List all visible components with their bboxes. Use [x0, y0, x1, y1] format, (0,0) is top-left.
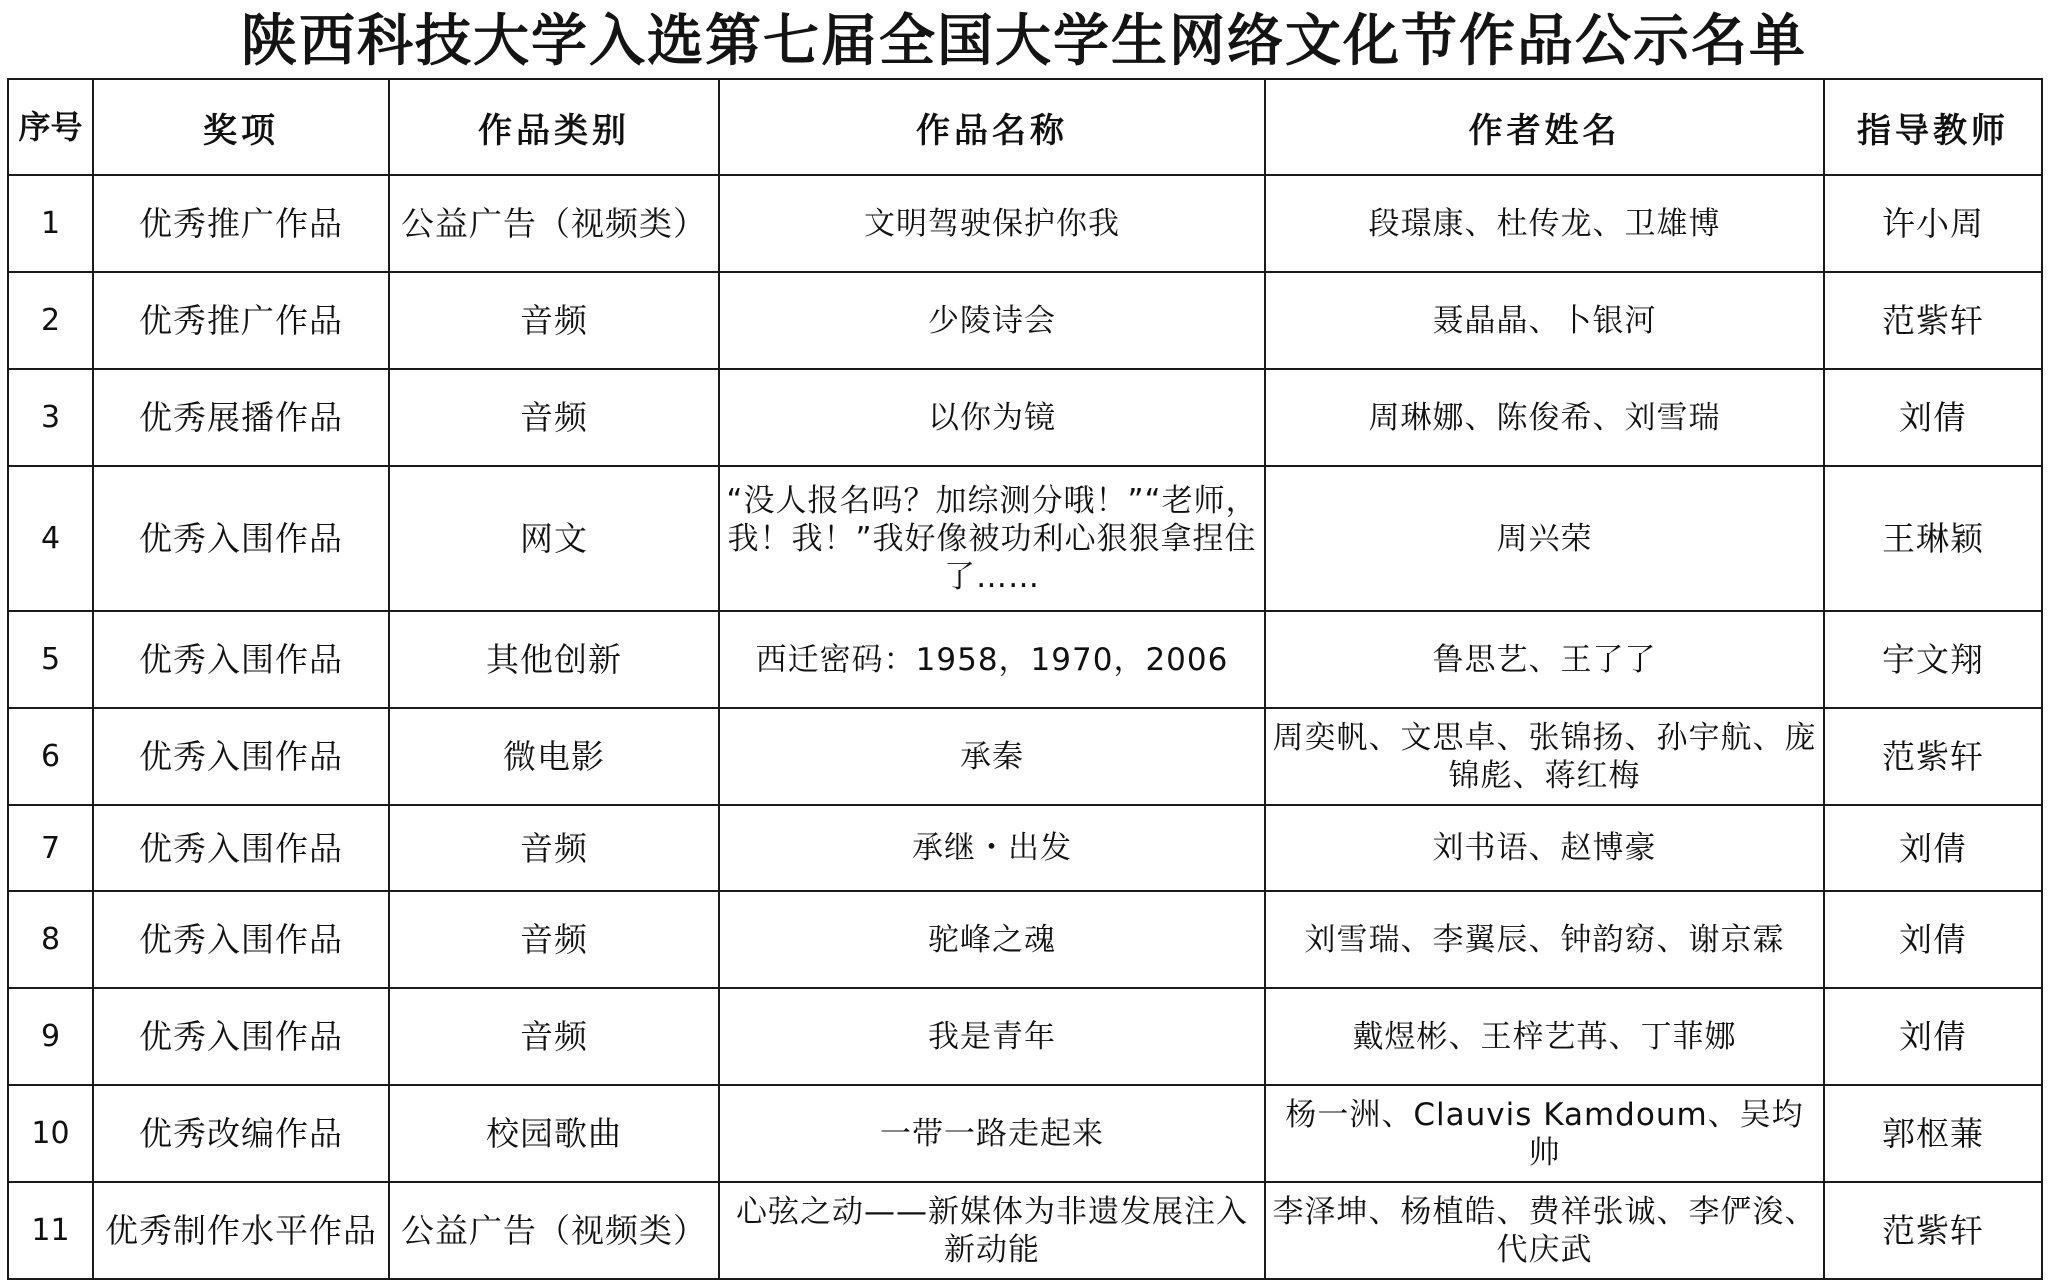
- row-authors: 周琳娜、陈俊希、刘雪瑞: [1265, 369, 1824, 466]
- row-award: 优秀制作水平作品: [93, 1182, 389, 1279]
- row-award: 优秀推广作品: [93, 175, 389, 272]
- row-category: 音频: [389, 988, 719, 1085]
- row-category: 音频: [389, 805, 719, 891]
- row-authors: 周奕帆、文思卓、张锦扬、孙宇航、庞锦彪、蒋红梅: [1265, 708, 1824, 805]
- row-category: 微电影: [389, 708, 719, 805]
- row-authors: 戴煜彬、王梓艺苒、丁菲娜: [1265, 988, 1824, 1085]
- row-work-title: 文明驾驶保护你我: [719, 175, 1265, 272]
- row-index: 11: [8, 1182, 93, 1279]
- row-advisor: 王琳颖: [1824, 466, 2042, 611]
- row-index: 10: [8, 1085, 93, 1182]
- row-advisor: 范紫轩: [1824, 708, 2042, 805]
- row-index: 5: [8, 611, 93, 708]
- header-category: 作品类别: [389, 79, 719, 175]
- row-category: 校园歌曲: [389, 1085, 719, 1182]
- row-authors: 刘雪瑞、李翼辰、钟韵窈、谢京霖: [1265, 891, 1824, 988]
- row-advisor: 刘倩: [1824, 805, 2042, 891]
- row-index: 4: [8, 466, 93, 611]
- row-authors: 周兴荣: [1265, 466, 1824, 611]
- row-advisor: 郭枢蒹: [1824, 1085, 2042, 1182]
- row-award: 优秀展播作品: [93, 369, 389, 466]
- row-work-title: 以你为镜: [719, 369, 1265, 466]
- row-advisor: 范紫轩: [1824, 1182, 2042, 1279]
- row-work-title: 一带一路走起来: [719, 1085, 1265, 1182]
- row-award: 优秀入围作品: [93, 891, 389, 988]
- row-advisor: 刘倩: [1824, 369, 2042, 466]
- table-row: [8, 891, 2042, 988]
- row-authors: 段璟康、杜传龙、卫雄博: [1265, 175, 1824, 272]
- row-award: 优秀入围作品: [93, 988, 389, 1085]
- row-work-title: 驼峰之魂: [719, 891, 1265, 988]
- row-work-title: 承继・出发: [719, 805, 1265, 891]
- header-row: [8, 79, 2042, 175]
- row-award: 优秀入围作品: [93, 611, 389, 708]
- table-row: [8, 1085, 2042, 1182]
- table-row: [8, 175, 2042, 272]
- table-row: [8, 272, 2042, 369]
- row-category: 公益广告（视频类）: [389, 175, 719, 272]
- row-advisor: 许小周: [1824, 175, 2042, 272]
- row-authors: 鲁思艺、王了了: [1265, 611, 1824, 708]
- header-advisor: 指导教师: [1824, 79, 2042, 175]
- row-category: 网文: [389, 466, 719, 611]
- row-category: 音频: [389, 272, 719, 369]
- row-index: 9: [8, 988, 93, 1085]
- row-advisor: 范紫轩: [1824, 272, 2042, 369]
- row-authors: 刘书语、赵博豪: [1265, 805, 1824, 891]
- table-row: [8, 611, 2042, 708]
- row-work-title: “没人报名吗？加综测分哦！”“老师，我！我！”我好像被功利心狠狠拿捏住了……: [719, 466, 1265, 611]
- row-work-title: 少陵诗会: [719, 272, 1265, 369]
- row-authors: 聂晶晶、卜银河: [1265, 272, 1824, 369]
- row-index: 1: [8, 175, 93, 272]
- table-row: [8, 369, 2042, 466]
- header-authors: 作者姓名: [1265, 79, 1824, 175]
- table-row: [8, 708, 2042, 805]
- row-index: 6: [8, 708, 93, 805]
- row-index: 8: [8, 891, 93, 988]
- row-advisor: 刘倩: [1824, 891, 2042, 988]
- header-index: 序号: [8, 79, 93, 175]
- header-work-title: 作品名称: [719, 79, 1265, 175]
- row-advisor: 刘倩: [1824, 988, 2042, 1085]
- row-award: 优秀入围作品: [93, 466, 389, 611]
- row-index: 7: [8, 805, 93, 891]
- row-award: 优秀入围作品: [93, 708, 389, 805]
- row-work-title: 我是青年: [719, 988, 1265, 1085]
- award-list-table: [7, 78, 2043, 1280]
- row-category: 音频: [389, 369, 719, 466]
- table-row: [8, 1182, 2042, 1279]
- row-index: 3: [8, 369, 93, 466]
- row-category: 其他创新: [389, 611, 719, 708]
- row-award: 优秀推广作品: [93, 272, 389, 369]
- row-category: 公益广告（视频类）: [389, 1182, 719, 1279]
- row-advisor: 宇文翔: [1824, 611, 2042, 708]
- table-row: [8, 466, 2042, 611]
- row-award: 优秀入围作品: [93, 805, 389, 891]
- header-award: 奖项: [93, 79, 389, 175]
- row-index: 2: [8, 272, 93, 369]
- row-work-title: 西迁密码：1958，1970，2006: [719, 611, 1265, 708]
- row-work-title: 心弦之动——新媒体为非遗发展注入新动能: [719, 1182, 1265, 1279]
- row-award: 优秀改编作品: [93, 1085, 389, 1182]
- row-work-title: 承秦: [719, 708, 1265, 805]
- row-category: 音频: [389, 891, 719, 988]
- table-row: [8, 988, 2042, 1085]
- row-authors: 杨一洲、Clauvis Kamdoum、吴均帅: [1265, 1085, 1824, 1182]
- row-authors: 李泽坤、杨植皓、费祥张诚、李俨浚、代庆武: [1265, 1182, 1824, 1279]
- page-title: 陕西科技大学入选第七届全国大学生网络文化节作品公示名单: [241, 9, 1807, 74]
- table-row: [8, 805, 2042, 891]
